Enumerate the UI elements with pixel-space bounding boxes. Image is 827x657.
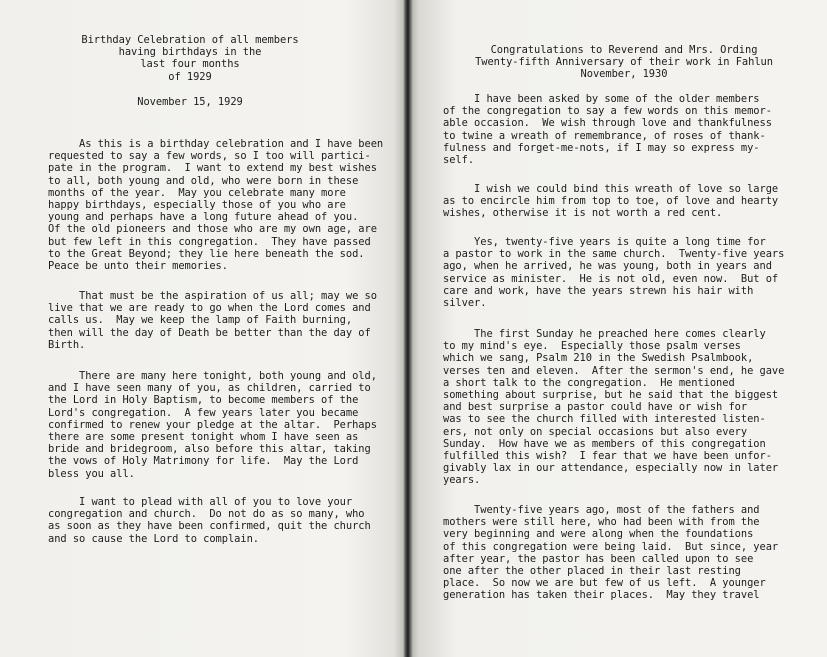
right-page-heading: Congratulations to Reverend and Mrs. Ording Twenty-fifth Anniversary of their work in Fahlun November, 1930 — [475, 44, 773, 81]
right-paragraph-4: The first Sunday he preached here comes clearly to my mind's eye. Especially those psalm verses which we sang, Psalm 210 in the Swedish Psalmbook, verses ten and eleven. After the sermon's end, he gave a short talk to the congregation. He mentioned something about surprise, but he said that the biggest and best surprise a pastor could have or wish for was to see the church filled with interested listen- ers, not only on special occasions but also every Sunday. How have we as members of this congregation fulfilled this wish? I fear that we have been unfor- givably lax in our attendance, especially now in later years. — [443, 328, 785, 487]
right-paragraph-3: Yes, twenty-five years is quite a long time for a pastor to work in the same church. Twenty-five years ago, when he arrived, he was young, both in years and service as minister. He is not old, even now. But of care and work, have the years strewn his hair with silver. — [443, 236, 785, 310]
left-page — [0, 0, 406, 657]
book-gutter — [403, 0, 413, 657]
left-page-heading: Birthday Celebration of all members having birthdays in the last four months of 1929 — [81, 34, 299, 83]
right-paragraph-1: I have been asked by some of the older members of the congregation to say a few words on this memor- able occasion. We wish through love and thankfulness to twine a wreath of remembrance, of roses of thank- fulness and forget-me-nots, if I may so express my- self. — [443, 93, 772, 167]
left-paragraph-2: That must be the aspiration of us all; may we so live that we are ready to go when the Lord comes and calls us. May we keep the lamp of Faith burning, then will the day of Death be better than the day of Birth. — [48, 290, 377, 351]
left-page-date: November 15, 1929 — [137, 96, 243, 108]
left-paragraph-4: I want to plead with all of you to love your congregation and church. Do not do as so many, who as soon as they have been confirmed, quit the church and so cause the Lord to complain. — [48, 496, 371, 545]
right-page — [406, 0, 827, 657]
right-paragraph-5: Twenty-five years ago, most of the fathers and mothers were still here, who had been with from the very beginning and were along when the foundations of this congregation were being laid. But since, year after year, the pastor has been called upon to see one after the other placed in their last resting place. So now we are but few of us left. A younger generation has taken their places. May they travel — [443, 504, 779, 602]
left-paragraph-3: There are many here tonight, both young and old, and I have seen many of you, as children, carried to the Lord in Holy Baptism, to become members of the Lord's congregation. A few years later you became confirmed to renew your pledge at the altar. Perhaps there are some present tonight whom I have seen as bride and bridegroom, also before this altar, taking the vows of Holy Matrimony for life. May the Lord bless you all. — [48, 370, 377, 480]
right-paragraph-2: I wish we could bind this wreath of love so large as to encircle him from top to toe, of love and hearty wishes, otherwise it is not worth a red cent. — [443, 183, 779, 220]
left-paragraph-1: As this is a birthday celebration and I have been requested to say a few words, so I too will partici- pate in the program. I want to extend my best wishes to all, both young and old, who were born in these months of the year. May you celebrate many more happy birthdays, especially those of you who are young and perhaps have a long future ahead of you. Of the old pioneers and those who are my own age, are but few left in this congregation. They have passed to the Great Beyond; they lie here beneath the sod. Peace be unto their memories. — [48, 138, 384, 273]
